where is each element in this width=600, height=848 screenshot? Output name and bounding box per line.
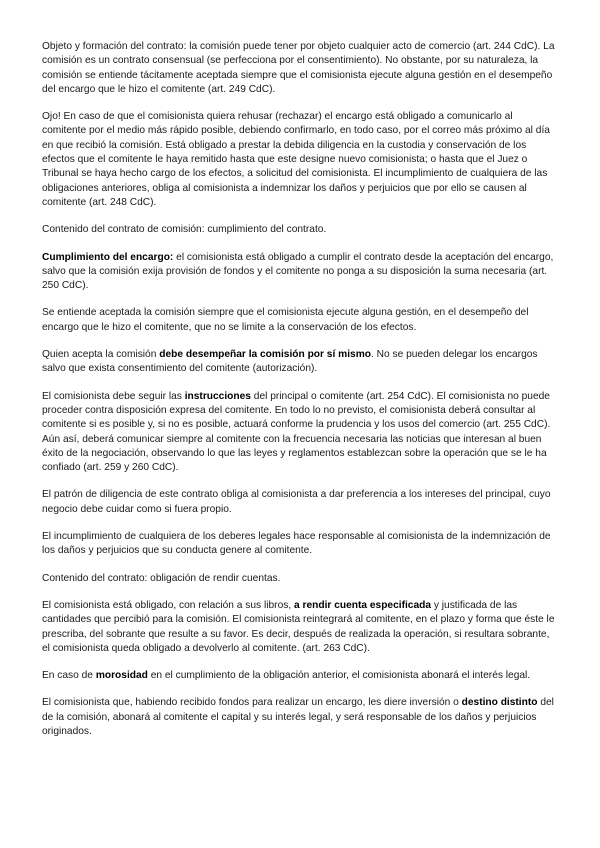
paragraph-instrucciones [42,390,557,476]
text-segment: El comisionista debe seguir las [42,390,185,402]
section-heading: Contenido del contrato: obligación de rendir cuentas. [42,572,281,584]
text-segment: El comisionista que, habiendo recibido fondos para realizar un encargo, les diere inversión o [42,697,462,709]
paragraph-rendir-cuenta [42,599,557,656]
text-segment: Objeto y formación del contrato: la comisión puede tener por objeto cualquier acto de comercio (art. 244 CdC). La comisión es un contrato consensual (se perfecciona por el consentimiento). No obstante, por su naturaleza, la comisión se entiende tácitamente aceptada siempre que el comisionista ejecute alguna gestión en el desempeño del encargo que le hizo el comitente (art. 249 CdC). [42,41,555,95]
paragraph-objeto-formacion [42,40,557,97]
paragraph-aceptada-comision [42,306,557,335]
paragraph-ojo-rehusar [42,110,557,210]
text-segment: y justificada de las cantidades que percibió para la comisión. El comisionista reintegrará al comitente, en el plazo y forma que éste le prescriba, del sobrante que resulte a su favor. Es decir, después de realizada la operación, si resultara sobrante, el comisionista queda obligado a devolverlo al comitente. (art. 263 CdC). [42,599,555,654]
text-segment: Quien acepta la comisión [42,349,160,361]
document-page [42,40,557,752]
text-segment: El patrón de diligencia de este contrato obliga al comisionista a dar preferencia a los intereses del principal, cuyo negocio debe cuidar como si fuera propio. [42,489,551,515]
text-segment: Se entiende aceptada la comisión siempre que el comisionista ejecute alguna gestión, en el desempeño del encargo que le hizo el comitente, que no se limite a la conservación de los efectos. [42,307,529,333]
bold-term: a rendir cuenta especificada [294,599,432,611]
paragraph-cumplimiento-encargo [42,251,557,294]
text-segment: el comisionista está obligado a cumplir el contrato desde la aceptación del encargo, salvo que la comisión exija provisión de fondos y el comitente no ponga a su disposición la suma necesaria (art. 250 CdC). [42,251,554,292]
paragraph-heading-rendir-cuentas [42,572,557,586]
paragraph-morosidad [42,669,557,683]
paragraph-desempenar-por-si-mismo [42,348,557,377]
bold-term: destino distinto [461,697,538,709]
paragraph-heading-cumplimiento [42,223,557,237]
bold-term: Cumplimiento del encargo: [42,251,174,263]
bold-term: morosidad [95,670,148,682]
bold-term: debe desempeñar la comisión por sí mismo [159,349,371,361]
text-segment: Ojo! En caso de que el comisionista quiera rehusar (rechazar) el encargo está obligado a comunicarlo al comitente por el medio más rápido posible, debiendo confirmarlo, en todo caso, por el correo más próximo al día en que recibió la comisión. Está obligado a prestar la debida diligencia en la custodia y conservación de los efectos que el comitente le haya remitido hasta que este designe nuevo comisionista; o hasta que el Juez o Tribunal se haya hecho cargo de los efectos, a solicitud del comisionista. El incumplimiento de cualquiera de las obligaciones anteriores, obliga al comisionista a indemnizar los daños y perjuicios que por ello se causen al comitente (art. 248 CdC). [42,111,550,208]
paragraph-destino-distinto [42,696,557,739]
text-segment: en el cumplimiento de la obligación anterior, el comisionista abonará el interés legal. [147,670,531,682]
text-segment: En caso de [42,670,96,682]
text-segment: . No se pueden delegar los encargos salvo que exista consentimiento del comitente (autorización). [42,349,538,375]
text-segment: del de la comisión, abonará al comitente el capital y su interés legal, y será responsable de los daños y perjuicios originados. [42,697,554,737]
text-segment: del principal o comitente (art. 254 CdC). El comisionista no puede proceder contra disposición expresa del comitente. En todo lo no previsto, el comisionista deberá consultar al comitente si es posible y, si no es posible, actuará conforme la prudencia y los usos del comercio (art. 255 CdC). Aún así, deberá comunicar siempre al comitente con la frecuencia necesaria las noticias que interesan al buen éxito de la negociación, observando lo que las leyes y reglamentos establezcan sobre la operación que se le ha confiado (art. 259 y 260 CdC). [42,390,551,474]
paragraph-patron-diligencia [42,488,557,517]
section-heading: Contenido del contrato de comisión: cumplimiento del contrato. [42,224,327,236]
text-segment: El comisionista está obligado, con relación a sus libros, [42,599,294,611]
paragraph-incumplimiento-deberes [42,530,557,559]
text-segment: El incumplimiento de cualquiera de los deberes legales hace responsable al comisionista de la indemnización de los daños y perjuicios que su conducta genere al comitente. [42,531,551,557]
bold-term: instrucciones [184,390,251,402]
